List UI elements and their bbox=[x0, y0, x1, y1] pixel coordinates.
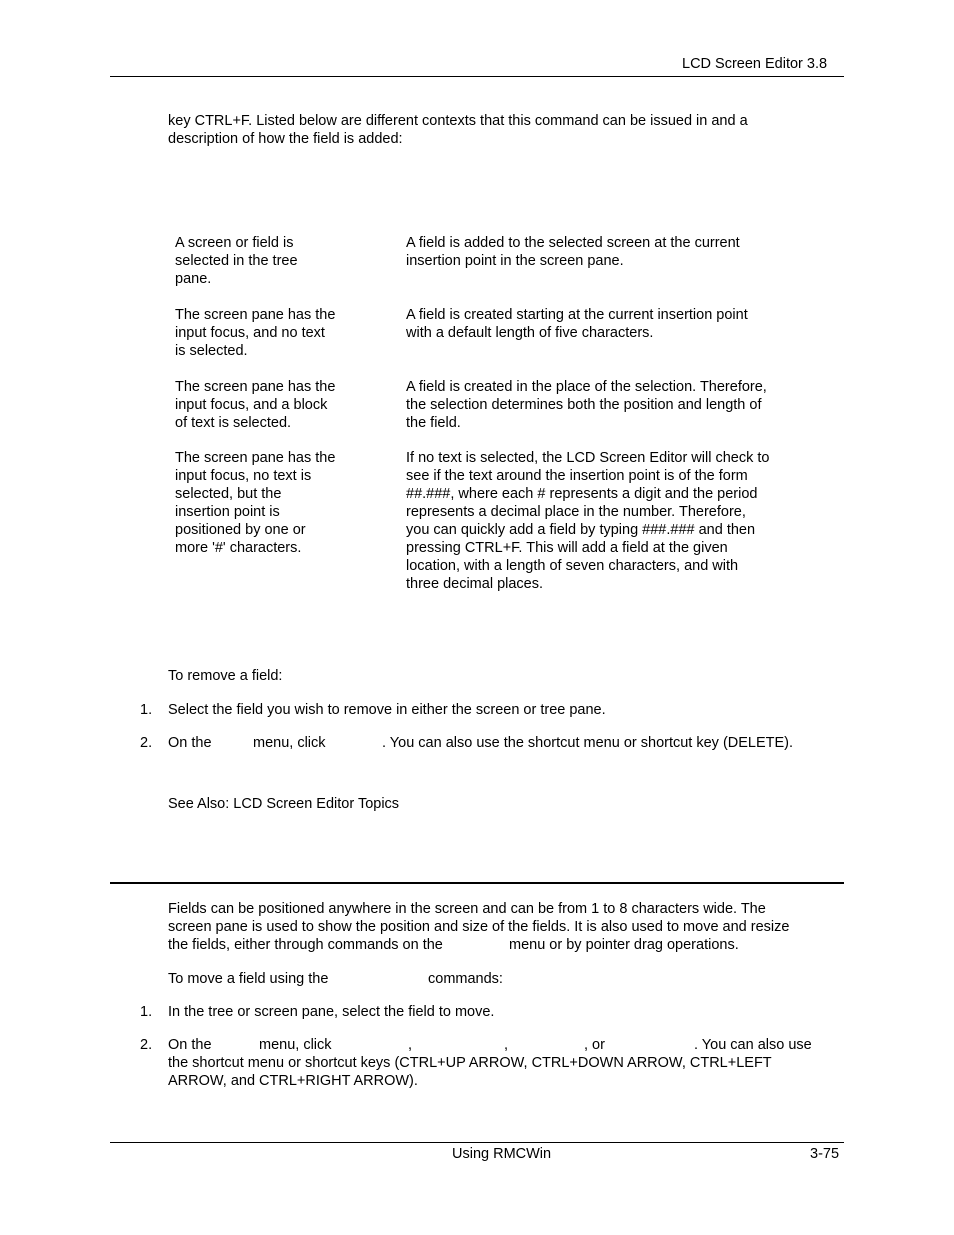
move-step-1-number: 1. bbox=[140, 1004, 153, 1020]
table-row-1-context: A screen or field is selected in the tree pane. bbox=[175, 235, 298, 287]
remove-step-2-number: 2. bbox=[140, 735, 153, 751]
footer-rule bbox=[110, 1142, 844, 1143]
table-row-4-context: The screen pane has the input focus, no text is selected, but the insertion point is positioned by one or more '#' characters. bbox=[175, 450, 336, 556]
move-step-1-text: In the tree or screen pane, select the field to move. bbox=[168, 1004, 495, 1020]
table-row-2-description: A field is created starting at the current insertion point with a default length of five characters. bbox=[406, 307, 748, 341]
intro-line-1: key CTRL+F. Listed below are different contexts that this command can be issued in and a bbox=[168, 113, 748, 129]
remove-step-1-number: 1. bbox=[140, 702, 153, 718]
intro-line-2: description of how the field is added: bbox=[168, 131, 403, 147]
move-step-2-number: 2. bbox=[140, 1037, 153, 1053]
table-row-3-description: A field is created in the place of the selection. Therefore, the selection determines both the position and length of the field. bbox=[406, 379, 767, 431]
move-step-2-part-f: . You can also use bbox=[694, 1037, 812, 1053]
header-rule bbox=[110, 76, 844, 77]
footer-title: Using RMCWin bbox=[452, 1146, 552, 1162]
move-step-2-part-c: , bbox=[408, 1037, 413, 1053]
move-step-2-part-b: menu, click bbox=[259, 1037, 332, 1053]
remove-step-2-text-b: menu, click bbox=[253, 735, 326, 751]
table-row-4-description: If no text is selected, the LCD Screen Editor will check to see if the text around the insertion point is of the form ##.###, where each # represents a digit and the period represents a decimal place in the number. Therefore, you can quickly add a field by typing ###.### and then pressing CTRL+F. This will add a field at the given location, with a length of seven characters, and with three decimal places. bbox=[406, 450, 770, 592]
position-para-line-1: Fields can be positioned anywhere in the screen and can be from 1 to 8 characters wide. The bbox=[168, 901, 766, 917]
table-row-2-context: The screen pane has the input focus, and no text is selected. bbox=[175, 307, 336, 359]
table-row-1-description: A field is added to the selected screen at the current insertion point in the screen pane. bbox=[406, 235, 740, 269]
position-para-line-2: screen pane is used to show the position and size of the fields. It is also used to move and resize bbox=[168, 919, 790, 935]
move-heading-a: To move a field using the bbox=[168, 971, 329, 987]
remove-heading: To remove a field: bbox=[168, 668, 283, 684]
move-step-2-part-d: , bbox=[504, 1037, 509, 1053]
page-number: 3-75 bbox=[810, 1146, 840, 1162]
remove-step-2-text-a: On the bbox=[168, 735, 212, 751]
move-step-2-part-a: On the bbox=[168, 1037, 212, 1053]
position-para-line-3b: menu or by pointer drag operations. bbox=[509, 937, 739, 953]
move-step-2-line-3: ARROW, and CTRL+RIGHT ARROW). bbox=[168, 1073, 418, 1089]
position-para-line-3a: the fields, either through commands on the bbox=[168, 937, 443, 953]
page-header-title: LCD Screen Editor 3.8 bbox=[682, 56, 828, 72]
move-step-2-line-2: the shortcut menu or shortcut keys (CTRL+UP ARROW, CTRL+DOWN ARROW, CTRL+LEFT bbox=[168, 1055, 772, 1071]
section-rule bbox=[110, 882, 844, 884]
remove-step-2-text-c: . You can also use the shortcut menu or shortcut key (DELETE). bbox=[382, 735, 794, 751]
see-also-link[interactable]: See Also: LCD Screen Editor Topics bbox=[168, 796, 400, 812]
move-step-2-part-e: , or bbox=[584, 1037, 605, 1053]
move-heading-b: commands: bbox=[428, 971, 503, 987]
table-row-3-context: The screen pane has the input focus, and a block of text is selected. bbox=[175, 379, 336, 431]
remove-step-1-text: Select the field you wish to remove in either the screen or tree pane. bbox=[168, 702, 606, 718]
